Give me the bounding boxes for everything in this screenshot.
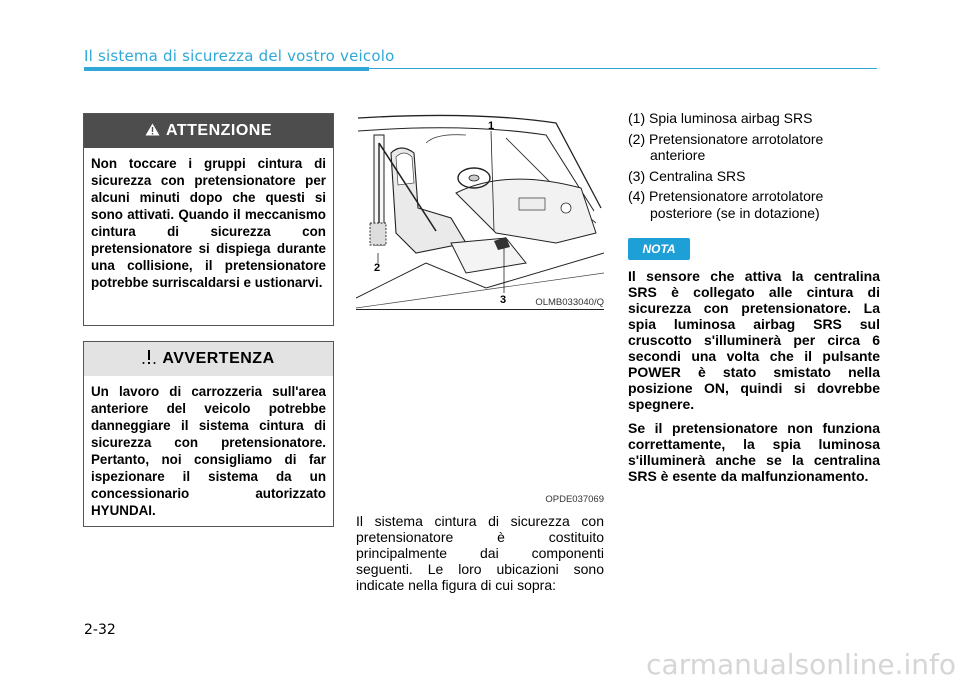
list-item-number: (1): [628, 110, 646, 126]
warning-box-header: [84, 114, 333, 148]
warning-box-text: Non toccare i gruppi cintura di sicurezza con pretensionatore per alcuni minuti dopo che questi si sono attivati. Quando il meccanismo cintura di sicurezza con pretensionatore si dispiega durante una collisione, il pretensionatore potrebbe surriscaldarsi e ustionarvi.: [91, 156, 326, 290]
caution-box-text: Un lavoro di carrozzeria sull'area anteriore del veicolo potrebbe danneggiare il sistema cintura di sicurezza con pretensionatore. Pertanto, noi consigliamo di far ispezionare il sistema da un concessionario autorizzato HYUNDAI.: [91, 384, 326, 518]
warning-triangle-icon: [145, 123, 160, 140]
header-rule: [369, 68, 877, 69]
figure-code-bottom: OPDE037069: [545, 494, 604, 505]
section-title: Il sistema di sicurezza del vostro veicolo: [84, 47, 395, 65]
list-item-label: Centralina SRS: [649, 167, 746, 184]
warning-box-title: ATTENZIONE: [165, 122, 273, 139]
caution-box-header: [84, 342, 333, 376]
list-item-number: (2): [628, 130, 646, 147]
caution-box: [83, 341, 334, 527]
callout-2: 2: [374, 262, 381, 274]
callout-1: 1: [488, 120, 495, 132]
car-interior-illustration: [356, 113, 604, 313]
list-item: [628, 110, 880, 127]
list-item-label: Pretensionatore arrotolatore: [649, 188, 824, 204]
callout-3: 3: [500, 294, 507, 306]
list-item: [628, 168, 880, 185]
warning-box: [83, 113, 334, 326]
intro-paragraph: Il sistema cintura di sicurezza con pretensionatore è costituito principalmente dai componenti seguenti. Le loro ubicazioni sono indicate nella figura di cui sopra:: [356, 513, 604, 593]
figure-divider: [356, 309, 604, 310]
list-item-label: Pretensionatore arrotolatore: [649, 130, 824, 147]
list-item-number: (3): [628, 167, 646, 184]
exclamation-icon: [142, 349, 156, 369]
list-item-number: (4): [628, 188, 646, 204]
figure-code-top: OLMB033040/Q: [535, 297, 604, 308]
watermark: carmanualsonline.info: [646, 648, 956, 681]
note-text: [628, 268, 880, 492]
components-list: [628, 110, 880, 225]
page-number: 2-32: [84, 622, 116, 638]
header-rule-accent: [84, 67, 369, 71]
list-item-continuation: anteriore: [650, 147, 706, 163]
note-paragraph: Il sensore che attiva la centralina SRS è collegato alle cintura di sicurezza con pretensionatore. La spia luminosa airbag SRS sul cruscotto s'illuminerà per circa 6 secondi una volta che il pulsante POWER è stato smistato nella posizione ON, quindi si dovrebbe spegnere.: [628, 268, 880, 412]
note-badge: NOTA: [628, 238, 690, 260]
list-item-continuation: posteriore (se in dotazione): [650, 204, 820, 221]
list-item-label: Spia luminosa airbag SRS: [649, 110, 813, 126]
note-paragraph: Se il pretensionatore non funziona correttamente, la spia luminosa s'illuminerà anche se la centralina SRS è esente da malfunzionamento.: [628, 420, 880, 484]
caution-box-title: AVVERTENZA: [162, 350, 275, 367]
pretensioner-figure: [356, 113, 604, 508]
list-item: [628, 188, 880, 221]
list-item: [628, 131, 880, 164]
